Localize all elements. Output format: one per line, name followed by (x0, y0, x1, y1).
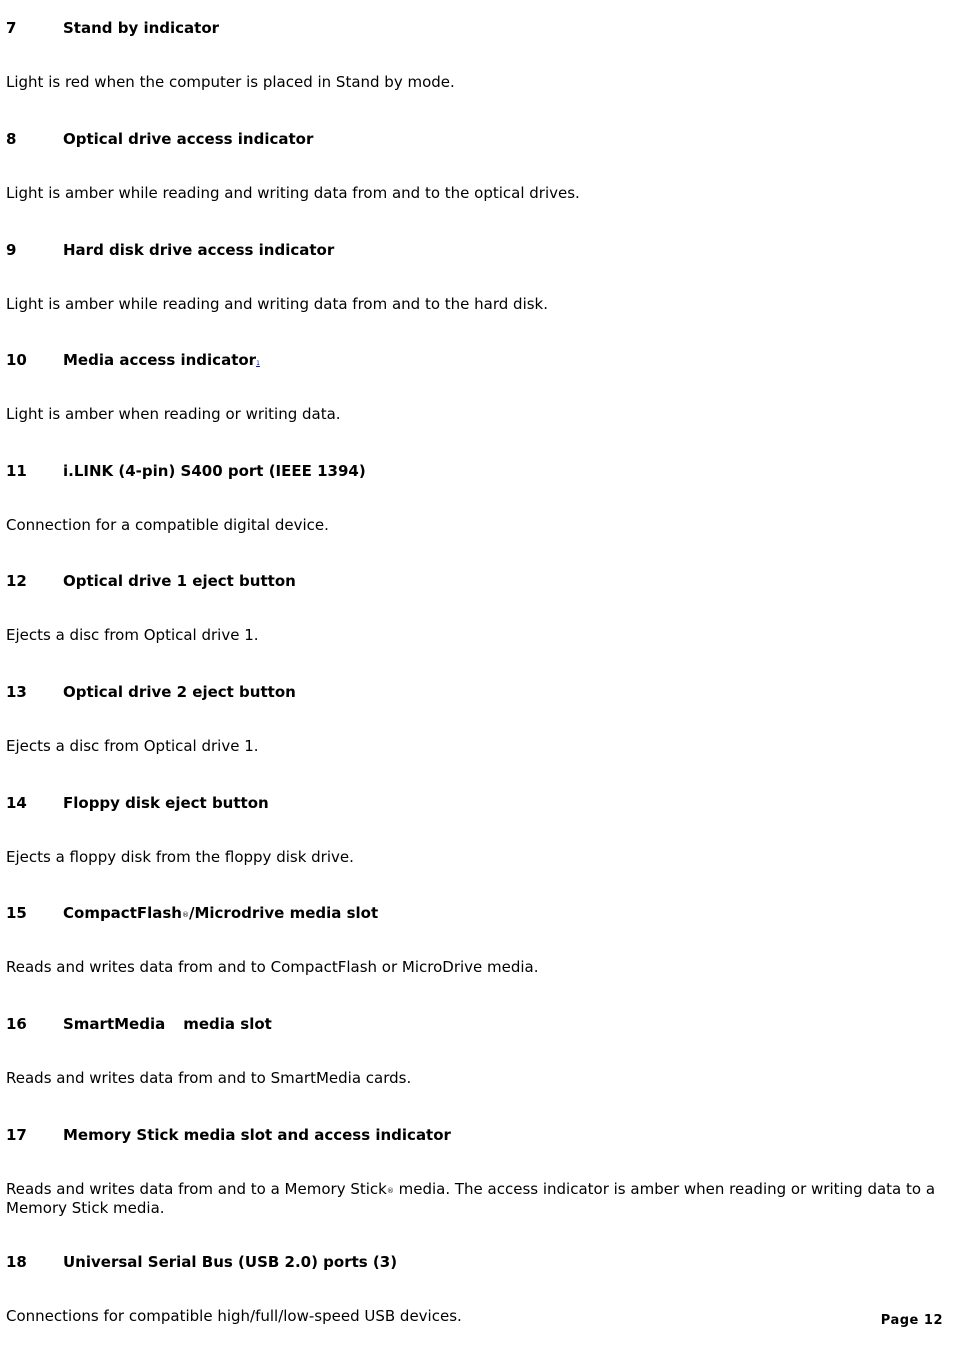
item-title-part-a: CompactFlash (63, 904, 182, 922)
item-description: Reads and writes data from and to CompactFlash or MicroDrive media. (6, 958, 539, 976)
item-description: Ejects a floppy disk from the floppy disk drive. (6, 848, 354, 866)
item-title-wrap (63, 1014, 272, 1034)
item-title: i.LINK (4-pin) S400 port (IEEE 1394) (63, 462, 366, 480)
item-number: 10 (6, 351, 27, 369)
section-item-11 (6, 461, 946, 534)
page-number: Page 12 (880, 1313, 943, 1328)
section-item-9 (6, 240, 946, 313)
item-title: Media access indicator (63, 351, 257, 369)
item-title: Stand by indicator (63, 19, 220, 37)
item-heading (6, 903, 946, 923)
item-description-part-b: media. The access indicator is amber when reading or writing data to a Memory Stick media. (6, 1180, 936, 1217)
item-title-wrap (63, 350, 260, 374)
section-item-8 (6, 129, 946, 202)
item-description: Light is red when the computer is placed in Stand by mode. (6, 73, 455, 91)
item-title-part-b: /Microdrive media slot (188, 904, 379, 922)
item-title: Floppy disk eject button (63, 794, 269, 812)
registered-mark: ® (386, 1187, 394, 1195)
item-number: 17 (6, 1126, 27, 1144)
item-heading (6, 1014, 946, 1034)
section-item-14 (6, 793, 946, 866)
item-description: Connections for compatible high/full/low-speed USB devices. (6, 1307, 462, 1325)
section-item-15 (6, 903, 946, 976)
item-number: 16 (6, 1015, 27, 1033)
item-title: Memory Stick media slot and access indicator (63, 1126, 451, 1144)
section-item-10 (6, 350, 946, 423)
item-description (6, 1181, 946, 1217)
item-title: Optical drive 2 eject button (63, 683, 296, 701)
item-description-part-a: Reads and writes data from and to a Memory Stick (6, 1180, 387, 1198)
item-description: Ejects a disc from Optical drive 1. (6, 737, 259, 755)
item-number: 15 (6, 904, 27, 922)
item-heading (6, 793, 946, 813)
item-number: 14 (6, 794, 27, 812)
section-item-13 (6, 682, 946, 755)
item-number: 8 (6, 130, 17, 148)
item-number: 18 (6, 1253, 27, 1271)
item-number: 13 (6, 683, 27, 701)
item-title-wrap (63, 903, 378, 925)
section-item-7 (6, 18, 946, 91)
item-number: 7 (6, 19, 17, 37)
item-heading (6, 461, 946, 481)
item-title: Hard disk drive access indicator (63, 241, 335, 259)
item-number: 12 (6, 572, 27, 590)
item-heading (6, 1125, 946, 1145)
item-description: Connection for a compatible digital device. (6, 516, 329, 534)
item-heading (6, 18, 946, 38)
item-title: Optical drive access indicator (63, 130, 314, 148)
item-heading (6, 682, 946, 702)
item-heading (6, 350, 946, 370)
item-heading (6, 1252, 946, 1272)
item-heading (6, 571, 946, 591)
item-description: Light is amber while reading and writing data from and to the optical drives. (6, 184, 580, 202)
item-description: Reads and writes data from and to SmartMedia cards. (6, 1069, 412, 1087)
item-title-part-b: media slot (183, 1015, 272, 1033)
item-description: Ejects a disc from Optical drive 1. (6, 626, 259, 644)
item-description: Light is amber when reading or writing data. (6, 405, 341, 423)
footnote-link[interactable]: 1 (256, 360, 260, 367)
item-description: Light is amber while reading and writing data from and to the hard disk. (6, 295, 549, 313)
item-number: 11 (6, 462, 27, 480)
section-item-16 (6, 1014, 946, 1087)
section-item-12 (6, 571, 946, 644)
item-title: Optical drive 1 eject button (63, 572, 296, 590)
item-heading (6, 129, 946, 149)
item-title-part-a: SmartMedia (63, 1015, 166, 1033)
item-heading (6, 240, 946, 260)
section-item-17 (6, 1125, 946, 1217)
item-number: 9 (6, 241, 17, 259)
registered-mark: ® (181, 911, 189, 919)
item-title: Universal Serial Bus (USB 2.0) ports (3) (63, 1253, 398, 1271)
